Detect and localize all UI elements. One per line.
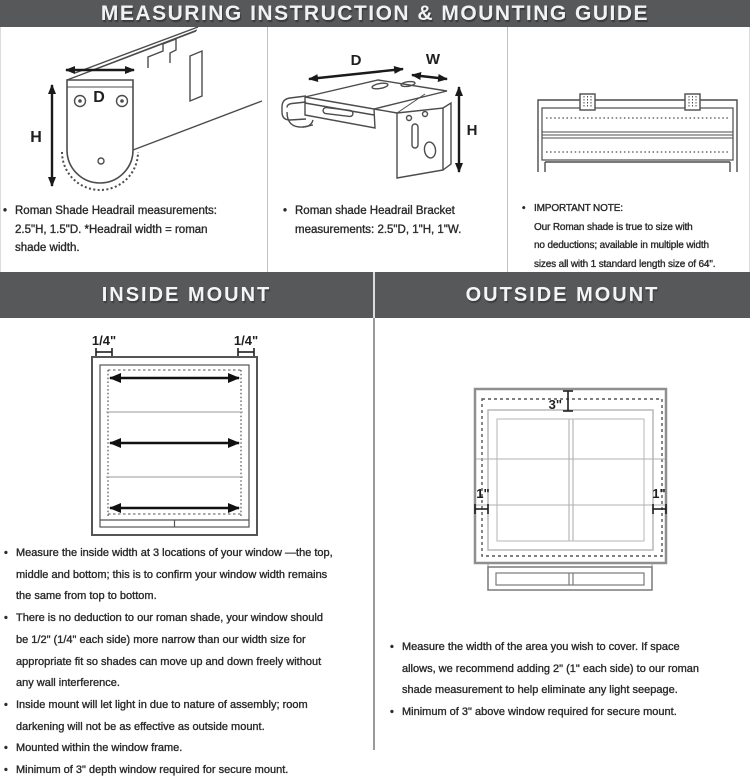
headrail-artwork bbox=[62, 27, 262, 190]
inside-measure-label-right: 1/4" bbox=[233, 333, 259, 348]
window-sill-artwork bbox=[488, 563, 652, 590]
inside-mount-instructions bbox=[4, 543, 370, 782]
window-behind-artwork bbox=[488, 410, 653, 550]
bullet-line: • Inside mount will let light in due to nature of assembly; room bbox=[16, 698, 308, 711]
mount-section-banner bbox=[0, 272, 750, 318]
dimension-label-w: W bbox=[425, 51, 441, 68]
outside-mount-instructions bbox=[390, 637, 746, 724]
bullet-line: • Mounted within the window frame. bbox=[16, 742, 183, 755]
bullet-line: appropriate fit so shades can move up and down freely without bbox=[16, 655, 322, 668]
dimension-label-h: H bbox=[30, 129, 42, 146]
bullet-line: shade measurement to help eliminate any light seepage. bbox=[402, 684, 678, 697]
measure-tick-marks bbox=[96, 348, 254, 356]
inside-mount-window-diagram bbox=[60, 330, 290, 542]
bullet-item bbox=[4, 608, 370, 695]
mounting-bracket-right bbox=[685, 94, 700, 110]
outside-measure-label-right: 1" bbox=[652, 486, 666, 501]
bullet-line: middle and bottom; this is to confirm your window width remains bbox=[16, 568, 328, 581]
bullet-line: Our Roman shade is true to size with bbox=[534, 221, 693, 233]
width-arrow-icon bbox=[412, 75, 447, 79]
banner-divider bbox=[373, 272, 375, 318]
bullet-line: • Measure the inside width at 3 locations of your window —the top, bbox=[16, 547, 333, 559]
bullet-line: • Minimum of 3" depth window required for secure mount. bbox=[16, 764, 289, 777]
bullet-item bbox=[4, 543, 370, 608]
inside-measure-label-left: 1/4" bbox=[91, 333, 117, 348]
rail-front-artwork bbox=[538, 94, 737, 172]
bullet-line: sizes all with 1 standard length size of 64". bbox=[534, 258, 716, 270]
title-banner bbox=[0, 0, 750, 27]
bullet-line: 2.5"H, 1.5"D. *Headrail width = roman bbox=[15, 223, 208, 236]
bullet-line: • Minimum of 3" above window required for secure mount. bbox=[402, 706, 677, 719]
outside-mount-title: OUTSIDE MOUNT bbox=[465, 283, 660, 306]
column-divider bbox=[267, 27, 268, 272]
dimension-label-h: H bbox=[466, 122, 478, 139]
inside-mount-header bbox=[0, 272, 373, 318]
width-measure-arrows bbox=[110, 378, 239, 508]
bullet-line: • Roman Shade Headrail measurements: bbox=[15, 205, 217, 217]
bracket-diagram bbox=[275, 40, 510, 200]
bullet-line: measurements: 2.5"D, 1"H, 1"W. bbox=[295, 223, 462, 236]
bullet-line: allows, we recommend adding 2" (1" each side) to our roman bbox=[402, 662, 700, 675]
depth-arrow-icon bbox=[309, 69, 403, 79]
headrail-note bbox=[3, 202, 217, 258]
section-divider bbox=[373, 318, 375, 750]
bullet-item bbox=[4, 760, 370, 782]
important-note bbox=[522, 200, 715, 274]
rail-front-diagram bbox=[525, 78, 747, 196]
bracket-note bbox=[283, 202, 461, 239]
outside-measure-label-left: 1" bbox=[476, 486, 490, 501]
bullet-item bbox=[522, 200, 715, 274]
bullet-item bbox=[3, 202, 217, 258]
bullet-line: shade width. bbox=[15, 242, 80, 254]
bullet-item bbox=[390, 702, 746, 724]
bullet-line: no deductions; available in multiple width bbox=[534, 240, 709, 251]
bullet-line: • Roman shade Headrail Bracket bbox=[295, 205, 455, 217]
bracket-artwork bbox=[282, 80, 451, 178]
bullet-line: • There is no deduction to our roman shade, your window should bbox=[16, 612, 323, 625]
outside-mount-window-diagram bbox=[450, 378, 695, 600]
headrail-diagram bbox=[0, 30, 262, 202]
bullet-line: any wall interference. bbox=[16, 677, 120, 690]
bullet-item bbox=[4, 738, 370, 760]
bullet-line: • Measure the width of the area you wish to cover. If space bbox=[402, 641, 680, 653]
dimension-label-d: D bbox=[93, 89, 105, 106]
outside-mount-header bbox=[375, 272, 750, 318]
bullet-line: darkening will not be as effective as outside mount. bbox=[16, 720, 265, 733]
important-note-title: • IMPORTANT NOTE: bbox=[534, 203, 623, 214]
dimension-label-d: D bbox=[350, 52, 362, 69]
bullet-item bbox=[283, 202, 461, 239]
page-title: MEASURING INSTRUCTION & MOUNTING GUIDE bbox=[100, 1, 650, 25]
mounting-bracket-left bbox=[580, 94, 595, 110]
inside-mount-title: INSIDE MOUNT bbox=[101, 283, 272, 306]
bullet-item bbox=[390, 637, 746, 702]
bullet-line: the same from top to bottom. bbox=[16, 590, 157, 603]
outside-measure-label-top: 3" bbox=[548, 397, 562, 412]
shade-artwork bbox=[475, 389, 666, 563]
bullet-item bbox=[4, 695, 370, 738]
bullet-line: be 1/2" (1/4" each side) more narrow than our width size for bbox=[16, 633, 306, 646]
